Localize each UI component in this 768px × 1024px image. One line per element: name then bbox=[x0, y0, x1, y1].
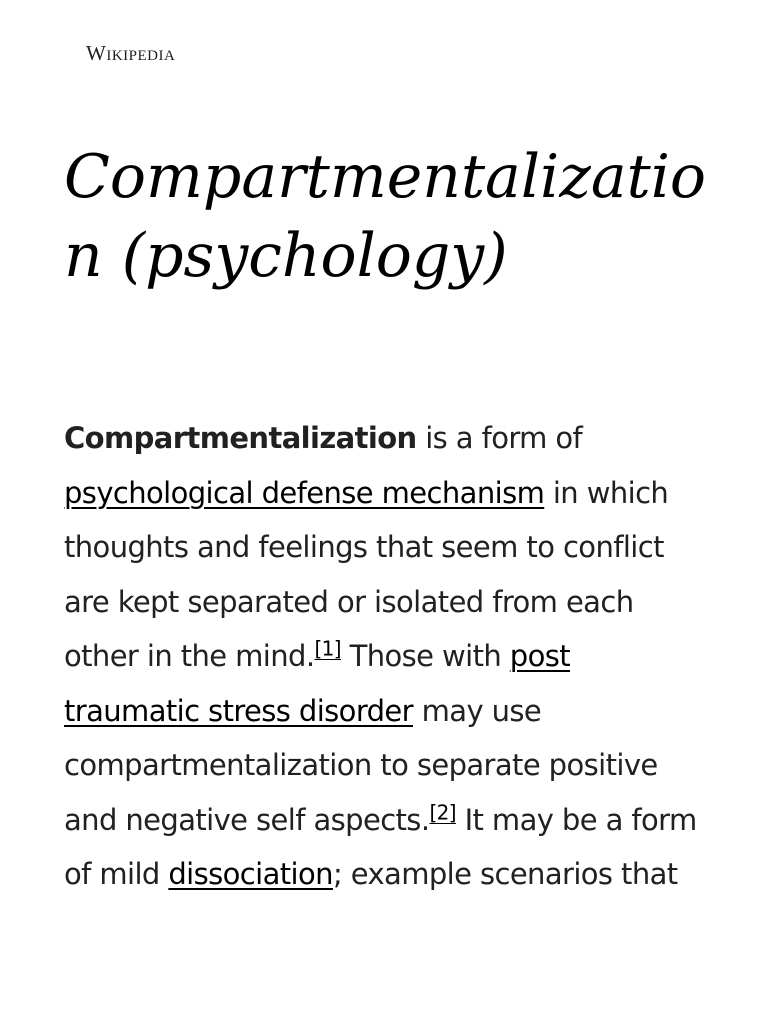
lead-paragraph bbox=[64, 411, 704, 902]
link-psychological-defense-mechanism[interactable]: psychological defense mechanism bbox=[64, 475, 545, 510]
page-title: Compartmentalization (psychology) bbox=[64, 142, 707, 291]
reference-1-link[interactable]: [1] bbox=[314, 636, 341, 661]
lead-text-1: is a form of bbox=[416, 421, 583, 455]
lead-text-6: ; example scenarios that bbox=[332, 857, 678, 891]
wikipedia-wordmark[interactable]: Wikipedia bbox=[86, 41, 176, 65]
link-post-traumatic-stress-disorder[interactable]: post traumatic stress disorder bbox=[64, 639, 571, 728]
reference-2-link[interactable]: [2] bbox=[429, 799, 456, 824]
lead-text-2: in which thoughts and feelings that seem to conflict are kept separated or isolated from each other in the mind. bbox=[64, 475, 669, 673]
link-dissociation[interactable]: dissociation bbox=[168, 857, 333, 891]
bold-term: Compartmentalization bbox=[64, 421, 417, 455]
reference-1[interactable] bbox=[314, 636, 341, 660]
lead-text-3: Those with bbox=[341, 639, 510, 673]
lead-text-5: It may be a form of mild bbox=[64, 802, 697, 891]
lead-text-4: may use compartmentalization to separate positive and negative self aspects. bbox=[64, 693, 658, 837]
reference-2[interactable] bbox=[429, 800, 456, 824]
